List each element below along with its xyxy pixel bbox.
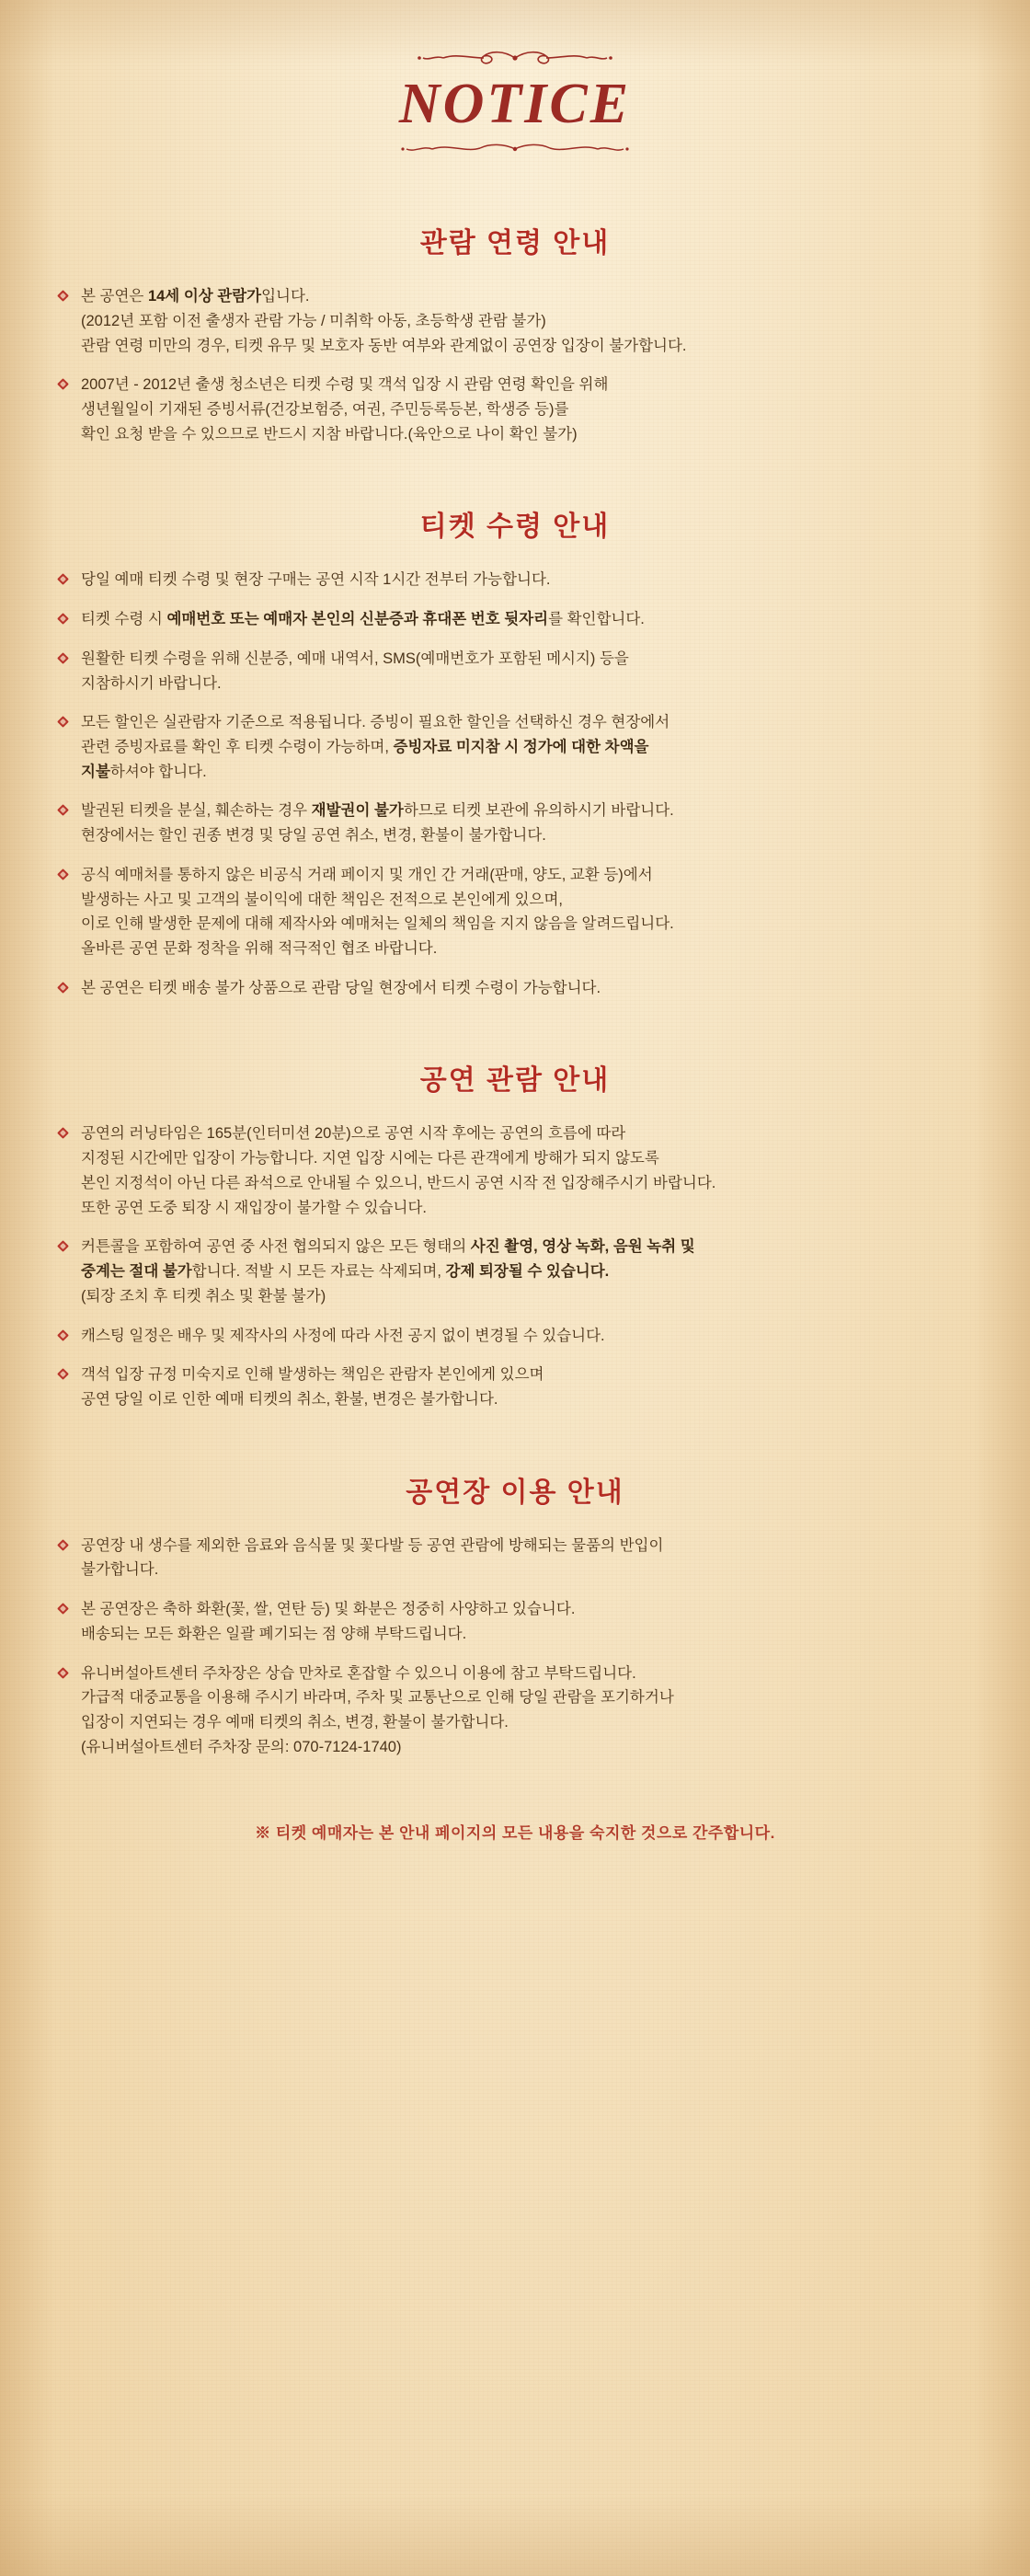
list-item	[57, 373, 973, 446]
notice-line	[81, 672, 973, 696]
diamond-bullet-icon	[57, 290, 69, 302]
body-text: 본 공연장은 축하 화환(꽃, 쌀, 연탄 등) 및 화분은 정중히 사양하고 있습니다.	[81, 1601, 576, 1618]
diamond-bullet-icon	[57, 805, 69, 817]
body-text: 티켓 수령 시	[81, 611, 167, 628]
notice-line	[81, 1558, 973, 1582]
section-title-venue-guide: 공연장 이용 안내	[406, 1477, 624, 1508]
body-text: 또한 공연 도중 퇴장 시 재입장이 불가할 수 있습니다.	[81, 1199, 427, 1216]
notice-line	[81, 735, 973, 760]
notice-line	[81, 568, 973, 592]
notice-line	[81, 1622, 973, 1647]
notice-line	[81, 863, 973, 888]
diamond-bullet-icon	[57, 1329, 69, 1341]
body-text: 불가합니다.	[81, 1561, 159, 1579]
body-text: 원활한 티켓 수령을 위해 신분증, 예매 내역서, SMS(예매번호가 포함된 메시지) 등을	[81, 650, 629, 667]
body-text: 합니다. 적발 시 모든 자료는 삭제되며,	[191, 1263, 446, 1281]
section-age-guide	[57, 220, 973, 446]
list-item	[57, 976, 973, 1001]
notice-line	[81, 422, 973, 447]
diamond-bullet-icon	[57, 652, 69, 664]
diamond-bullet-icon	[57, 982, 69, 994]
body-text: 모든 할인은 실관람자 기준으로 적용됩니다. 증빙이 필요한 할인을 선택하신 경우 현장에서	[81, 714, 670, 731]
body-text: 를 확인합니다.	[548, 611, 645, 628]
list-item	[57, 607, 973, 632]
notice-line	[81, 1196, 973, 1221]
body-text: 객석 입장 규정 미숙지로 인해 발생하는 책임은 관람자 본인에게 있으며	[81, 1366, 544, 1384]
notice-line	[81, 1363, 973, 1387]
body-text: 이로 인해 발생한 문제에 대해 제작사와 예매처는 일체의 책임을 지지 않음을 알려드립니다.	[81, 915, 674, 933]
body-text: (유니버설아트센터 주차장 문의: 070-7124-1740)	[81, 1738, 402, 1755]
body-text: 올바른 공연 문화 정착을 위해 적극적인 협조 바랍니다.	[81, 940, 438, 958]
notice-list	[57, 284, 973, 446]
notice-line	[81, 309, 973, 334]
notice-line	[81, 976, 973, 1001]
notice-line	[81, 647, 973, 672]
body-text: 본인 지정석이 아닌 다른 좌석으로 안내될 수 있으니, 반드시 공연 시작 전 입장해주시기 바랍니다.	[81, 1174, 716, 1191]
footer-note: ※ 티켓 예매자는 본 안내 페이지의 모든 내용을 숙지한 것으로 간주합니다.	[255, 1824, 775, 1843]
body-text: 유니버설아트센터 주차장은 상습 만차로 혼잡할 수 있으니 이용에 참고 부탁드립니다.	[81, 1664, 636, 1682]
notice-line	[81, 373, 973, 397]
body-text: 발권된 티켓을 분실, 훼손하는 경우	[81, 802, 312, 820]
flourish-ornament-icon	[57, 48, 973, 73]
body-text: 지정된 시간에만 입장이 가능합니다. 지연 입장 시에는 다른 관객에게 방해가 되지 않도록	[81, 1150, 659, 1167]
notice-line	[81, 397, 973, 422]
emphasis-text: 강제 퇴장될 수 있습니다.	[445, 1263, 610, 1281]
diamond-bullet-icon	[57, 378, 69, 390]
section-title-ticket-pickup: 티켓 수령 안내	[419, 512, 611, 543]
notice-line	[81, 1171, 973, 1196]
emphasis-text: 사진 촬영, 영상 녹화, 음원 녹취 및	[470, 1238, 695, 1256]
notice-line	[81, 1387, 973, 1412]
list-item	[57, 568, 973, 592]
body-text: 배송되는 모든 화환은 일괄 폐기되는 점 양해 부탁드립니다.	[81, 1625, 467, 1642]
body-text: (2012년 포함 이전 출생자 관람 가능 / 미취학 아동, 초등학생 관람 불가)	[81, 312, 546, 329]
body-text: 하므로 티켓 보관에 유의하시기 바랍니다.	[403, 802, 674, 820]
body-text: 공연의 러닝타임은 165분(인터미션 20분)으로 공연 시작 후에는 공연의 흐름에 따라	[81, 1125, 626, 1143]
diamond-bullet-icon	[57, 574, 69, 586]
section-title-age-guide: 관람 연령 안내	[419, 228, 611, 259]
body-text: 2007년 ‑ 2012년 출생 청소년은 티켓 수령 및 객석 입장 시 관람 연령 확인을 위해	[81, 376, 609, 394]
list-item	[57, 1597, 973, 1646]
body-text: 공식 예매처를 통하지 않은 비공식 거래 페이지 및 개인 간 거래(판매, 양도, 교환 등)에서	[81, 866, 653, 883]
body-text: 공연장 내 생수를 제외한 음료와 음식물 및 꽃다발 등 공연 관람에 방해되는 물품의 반입이	[81, 1536, 664, 1554]
section-ticket-pickup	[57, 503, 973, 1000]
list-item	[57, 1121, 973, 1220]
page-title: NOTICE	[398, 73, 632, 135]
notice-line	[81, 1324, 973, 1349]
list-item	[57, 1363, 973, 1411]
list-item	[57, 799, 973, 847]
list-item	[57, 1324, 973, 1349]
notice-list	[57, 1121, 973, 1411]
body-text: 본 공연은	[81, 288, 148, 305]
notice-line	[81, 1685, 973, 1710]
notice-line	[81, 760, 973, 785]
list-item	[57, 647, 973, 696]
body-text: 본 공연은 티켓 배송 불가 상품으로 관람 당일 현장에서 티켓 수령이 가능합니다.	[81, 979, 601, 996]
body-text: 커튼콜을 포함하여 공연 중 사전 협의되지 않은 모든 형태의	[81, 1238, 471, 1256]
diamond-bullet-icon	[57, 1128, 69, 1140]
notice-line	[81, 1710, 973, 1735]
diamond-bullet-icon	[57, 1368, 69, 1380]
notice-line	[81, 823, 973, 848]
body-text: 캐스팅 일정은 배우 및 제작사의 사정에 따라 사전 공지 없이 변경될 수 있습니다.	[81, 1327, 605, 1344]
list-item	[57, 1235, 973, 1308]
diamond-bullet-icon	[57, 1603, 69, 1615]
section-title-viewing-guide: 공연 관람 안내	[419, 1065, 611, 1097]
notice-list	[57, 1534, 973, 1760]
notice-line	[81, 1121, 973, 1146]
body-text: 당일 예매 티켓 수령 및 현장 구매는 공연 시작 1시간 전부터 가능합니다.	[81, 571, 551, 589]
list-item	[57, 863, 973, 961]
notice-line	[81, 607, 973, 632]
notice-line	[81, 912, 973, 937]
notice-line	[81, 284, 973, 309]
body-text: 입장이 지연되는 경우 예매 티켓의 취소, 변경, 환불이 불가합니다.	[81, 1713, 509, 1731]
notice-line	[81, 888, 973, 913]
list-item	[57, 284, 973, 358]
notice-line	[81, 334, 973, 359]
body-text: 관련 증빙자료를 확인 후 티켓 수령이 가능하며,	[81, 739, 394, 755]
section-venue-guide	[57, 1469, 973, 1760]
notice-line	[81, 1259, 973, 1284]
body-text: 현장에서는 할인 권종 변경 및 당일 공연 취소, 변경, 환불이 불가합니다.	[81, 827, 546, 845]
list-item	[57, 1662, 973, 1760]
diamond-bullet-icon	[57, 1539, 69, 1551]
flourish-ornament-bottom-icon	[57, 140, 973, 163]
emphasis-text: 예매번호 또는 예매자 본인의 신분증과 휴대폰 번호 뒷자리	[166, 611, 549, 628]
notice-line	[81, 1662, 973, 1686]
notice-line	[81, 1735, 973, 1760]
list-item	[57, 1534, 973, 1582]
body-text: 공연 당일 이로 인한 예매 티켓의 취소, 환불, 변경은 불가합니다.	[81, 1390, 498, 1408]
emphasis-text: 지불	[81, 763, 110, 780]
diamond-bullet-icon	[57, 716, 69, 728]
diamond-bullet-icon	[57, 868, 69, 880]
emphasis-text: 중계는 절대 불가	[81, 1263, 192, 1281]
body-text: 발생하는 사고 및 고객의 불이익에 대한 책임은 전적으로 본인에게 있으며,	[81, 891, 564, 908]
body-text: 입니다.	[261, 288, 310, 305]
body-text: 확인 요청 받을 수 있으므로 반드시 지참 바랍니다.(육안으로 나이 확인 불가)	[81, 425, 578, 443]
body-text: 생년월일이 기재된 증빙서류(건강보험증, 여권, 주민등록등본, 학생증 등)를	[81, 400, 569, 418]
notice-line	[81, 710, 973, 735]
page-header	[57, 0, 973, 163]
body-text: (퇴장 조치 후 티켓 취소 및 환불 불가)	[81, 1287, 326, 1305]
notice-sections	[57, 220, 973, 1759]
notice-line	[81, 937, 973, 961]
section-viewing-guide	[57, 1057, 973, 1411]
list-item	[57, 710, 973, 784]
body-text: 가급적 대중교통을 이용해 주시기 바라며, 주차 및 교통난으로 인해 당일 관람을 포기하거나	[81, 1689, 674, 1707]
notice-line	[81, 799, 973, 823]
emphasis-text: 14세 이상 관람가	[147, 288, 262, 305]
body-text: 관람 연령 미만의 경우, 티켓 유무 및 보호자 동반 여부와 관계없이 공연장 입장이 불가합니다.	[81, 337, 687, 354]
emphasis-text: 증빙자료 미지참 시 정가에 대한 차액을	[393, 739, 649, 755]
body-text: 지참하시기 바랍니다.	[81, 674, 222, 692]
notice-line	[81, 1235, 973, 1259]
emphasis-text: 재발권이 불가	[311, 802, 404, 820]
notice-list	[57, 568, 973, 1000]
diamond-bullet-icon	[57, 613, 69, 625]
body-text: 하셔야 합니다.	[109, 763, 207, 780]
notice-line	[81, 1146, 973, 1171]
diamond-bullet-icon	[57, 1667, 69, 1679]
notice-line	[81, 1284, 973, 1309]
notice-line	[81, 1597, 973, 1622]
notice-line	[81, 1534, 973, 1558]
diamond-bullet-icon	[57, 1240, 69, 1252]
